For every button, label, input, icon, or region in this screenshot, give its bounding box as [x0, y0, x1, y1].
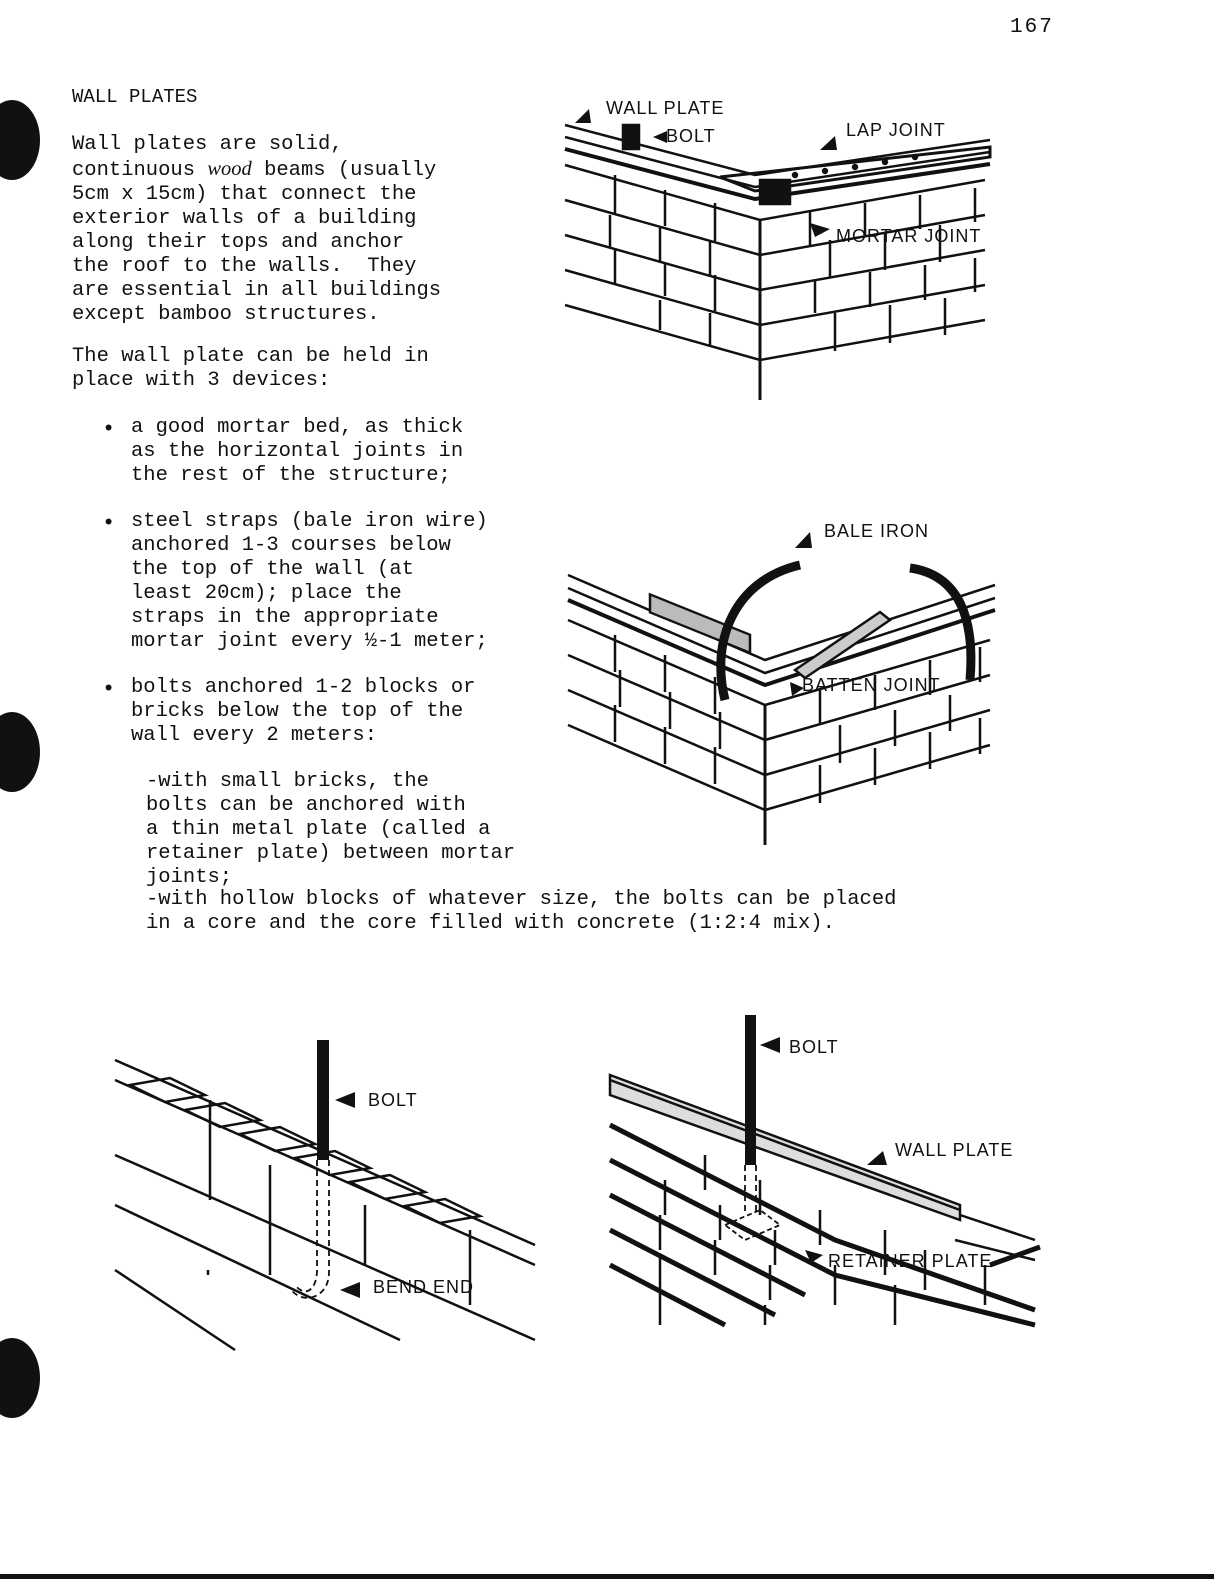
bullet-dot: • [102, 417, 116, 442]
bullet-steel-straps: steel straps (bale iron wire) anchored 1-3 courses below the top of the wall (at least 20cm); place the straps in the appropriate mortar joint every ½-1 meter; [131, 510, 488, 653]
bullet-dot: • [102, 677, 116, 702]
sub-hollow-blocks: -with hollow blocks of whatever size, the bolts can be placed in a core and the core filled with concrete (1:2:4 mix). [146, 888, 897, 935]
binder-hole-bottom [0, 1338, 40, 1418]
figure-hollow-block-bolt [110, 1040, 550, 1360]
binder-hole-top [0, 100, 40, 180]
sub-small-bricks: -with small bricks, the bolts can be anchored with a thin metal plate (called a retainer plate) between mortar joints; [146, 770, 516, 889]
label-retainer-plate: RETAINER PLATE [828, 1251, 993, 1271]
label-lap-joint: LAP JOINT [846, 120, 946, 140]
label-mortar-joint: MORTAR JOINT [836, 226, 982, 246]
figure-bale-iron-batten-joint [560, 520, 1010, 850]
binder-hole-middle [0, 712, 40, 792]
bullet-bolts: bolts anchored 1-2 blocks or bricks below the top of the wall every 2 meters: [131, 676, 476, 747]
label-batten-joint: BATTEN JOINT [802, 675, 941, 695]
figure-wall-plate-lap-joint [555, 95, 1005, 405]
bullet-dot: • [102, 511, 116, 536]
label-wall-plate-retainer: WALL PLATE [895, 1140, 1014, 1160]
figure-retainer-plate [605, 1015, 1045, 1335]
label-bend-end: BEND END [373, 1277, 475, 1297]
devices-intro: The wall plate can be held in place with 3 devices: [72, 345, 429, 392]
page-number: 167 [1010, 16, 1054, 39]
emphasis-wood: wood [207, 158, 252, 180]
label-bale-iron: BALE IRON [824, 521, 930, 541]
label-bolt: BOLT [666, 126, 716, 146]
intro-paragraph: Wall plates are solid, continuous wood beams (usually 5cm x 15cm) that connect the exterior walls of a building along their tops and anchor the roof to the walls. They are essential in all buildings except bamboo structures. [72, 133, 442, 326]
label-bolt-retainer: BOLT [789, 1037, 839, 1057]
section-heading: WALL PLATES [72, 86, 198, 108]
bullet-mortar-bed: a good mortar bed, as thick as the horizontal joints in the rest of the structure; [131, 416, 464, 487]
label-wall-plate: WALL PLATE [606, 98, 725, 118]
page-bottom-rule [0, 1574, 1214, 1579]
label-bolt-hollow: BOLT [368, 1090, 418, 1110]
